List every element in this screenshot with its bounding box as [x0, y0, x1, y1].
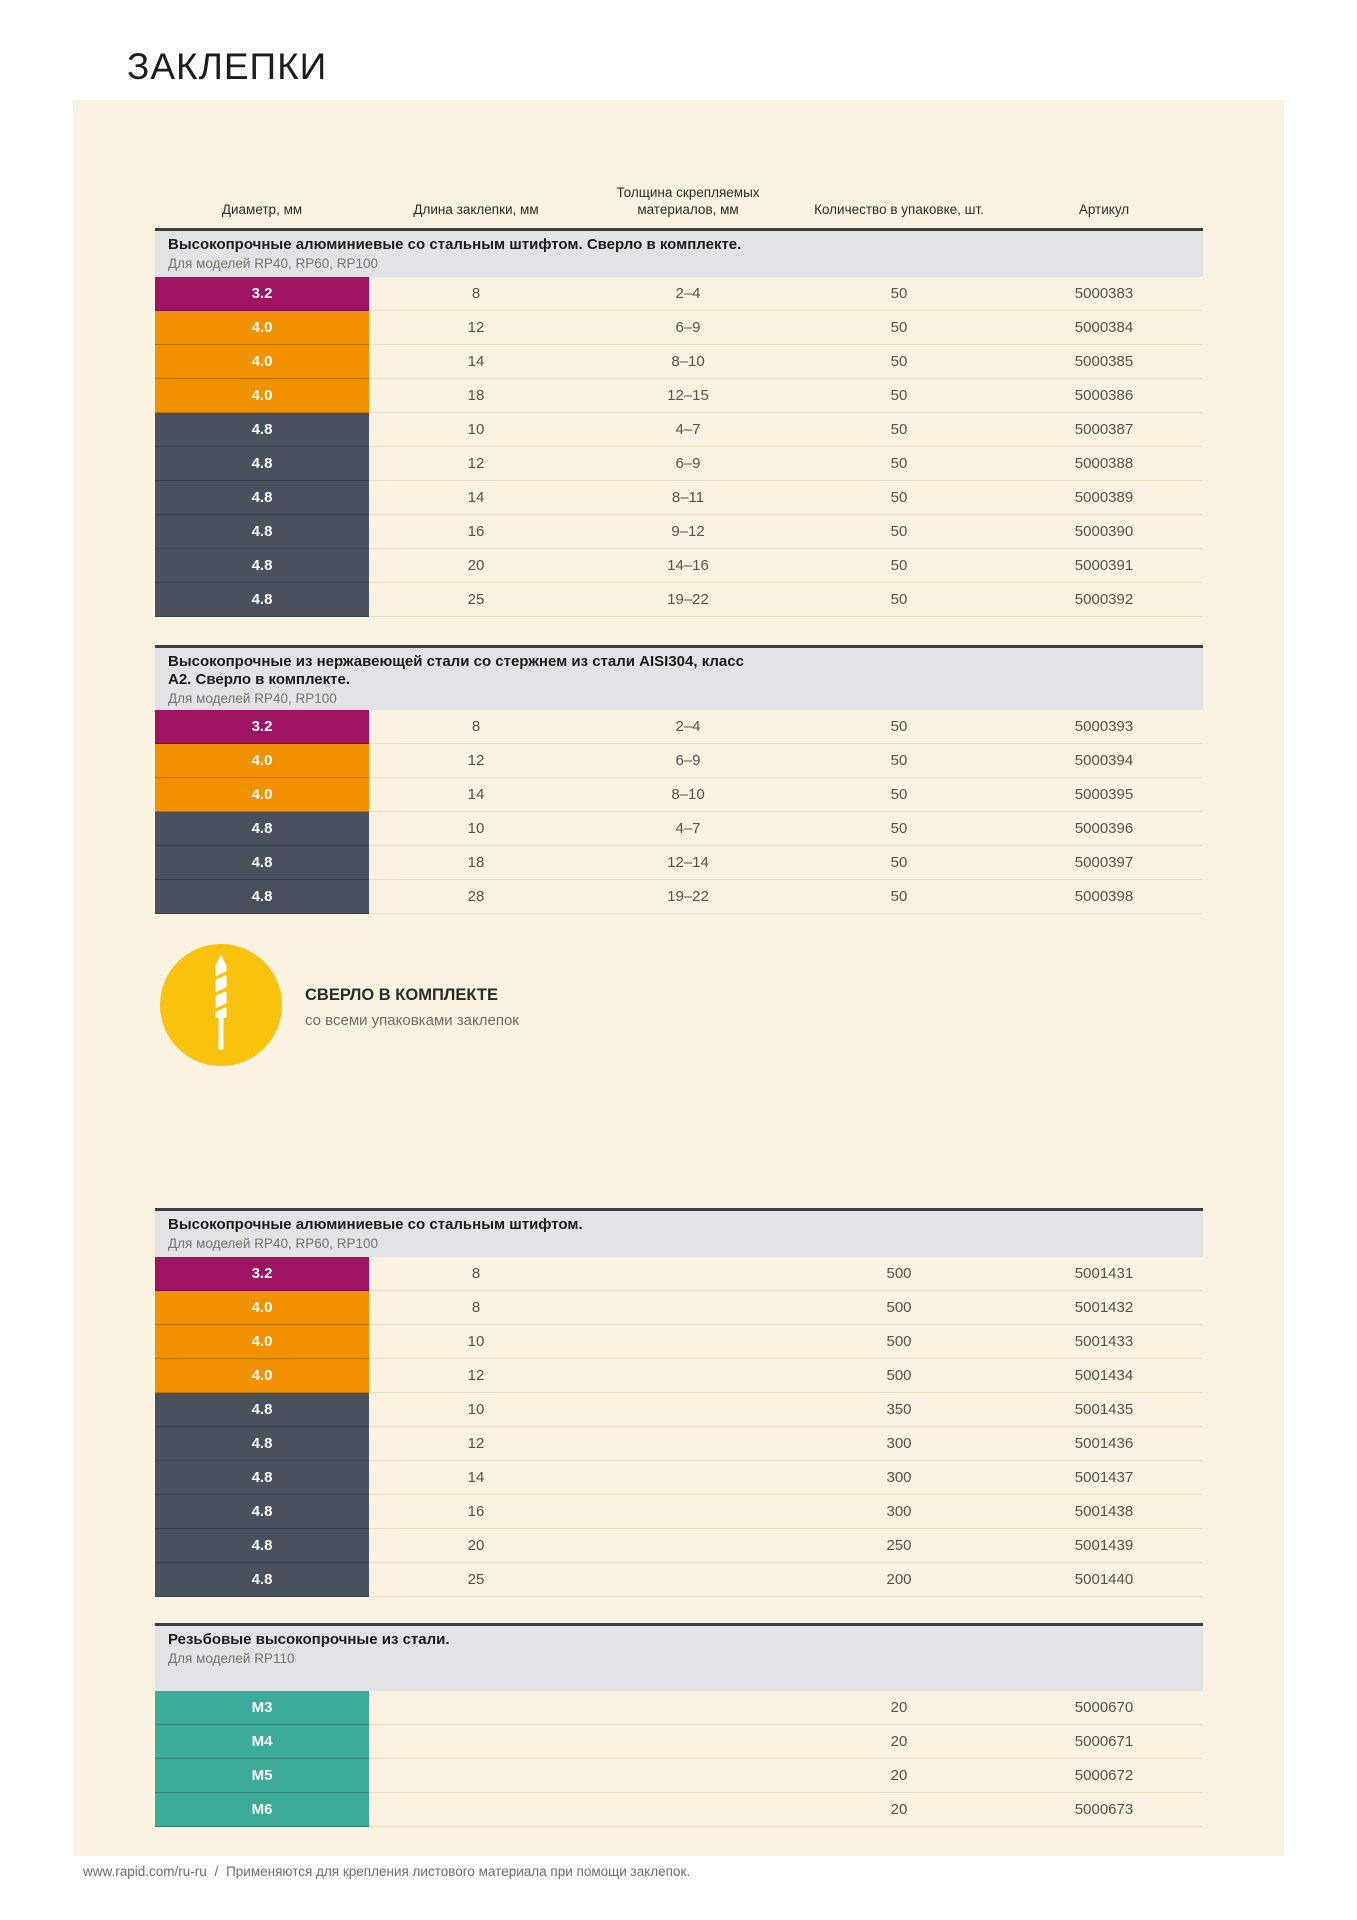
quantity-cell: 20: [793, 1793, 1005, 1827]
thickness-cell: [583, 1793, 793, 1827]
drill-badge-text: [305, 944, 519, 1066]
thickness-cell: [583, 1529, 793, 1563]
table-row: [155, 413, 1203, 447]
length-cell: [369, 1793, 583, 1827]
column-header-quantity: Количество в упаковке, шт.: [814, 201, 984, 217]
article-cell: 5000388: [1005, 447, 1203, 481]
length-cell: [369, 1759, 583, 1793]
table-row: [155, 1257, 1203, 1291]
quantity-cell: 50: [793, 413, 1005, 447]
thickness-cell: [583, 1725, 793, 1759]
quantity-cell: 500: [793, 1359, 1005, 1393]
article-cell: 5001439: [1005, 1529, 1203, 1563]
footer-url: www.rapid.com/ru-ru: [83, 1864, 207, 1879]
quantity-cell: 300: [793, 1461, 1005, 1495]
diameter-cell: 4.0: [155, 1325, 369, 1359]
diameter-cell: 3.2: [155, 710, 369, 744]
section-stainless-with-drill: [155, 645, 1203, 914]
diameter-cell: 4.8: [155, 846, 369, 880]
table-row: [155, 311, 1203, 345]
table-row: [155, 1359, 1203, 1393]
article-cell: 5001438: [1005, 1495, 1203, 1529]
thickness-cell: [583, 1325, 793, 1359]
length-cell: 8: [369, 277, 583, 311]
thickness-cell: 6–9: [583, 447, 793, 481]
diameter-cell: 4.8: [155, 880, 369, 914]
diameter-cell: 4.0: [155, 744, 369, 778]
table-row: [155, 778, 1203, 812]
length-cell: 20: [369, 1529, 583, 1563]
thickness-cell: [583, 1563, 793, 1597]
length-cell: 10: [369, 812, 583, 846]
diameter-cell: 4.0: [155, 379, 369, 413]
thickness-cell: 19–22: [583, 880, 793, 914]
length-cell: 18: [369, 379, 583, 413]
length-cell: 14: [369, 1461, 583, 1495]
article-cell: 5000397: [1005, 846, 1203, 880]
article-cell: 5000384: [1005, 311, 1203, 345]
article-cell: 5000392: [1005, 583, 1203, 617]
article-cell: 5000672: [1005, 1759, 1203, 1793]
section-threaded-steel: [155, 1623, 1203, 1827]
article-cell: 5000670: [1005, 1691, 1203, 1725]
diameter-cell: M5: [155, 1759, 369, 1793]
thickness-cell: [583, 1691, 793, 1725]
section-title: Высокопрочные алюминиевые со стальным штифтом.: [168, 1215, 583, 1233]
quantity-cell: 50: [793, 744, 1005, 778]
length-cell: 12: [369, 744, 583, 778]
table-row: [155, 345, 1203, 379]
column-header-thickness: Толщина скрепляемых материалов, мм: [616, 185, 760, 217]
thickness-cell: [583, 1759, 793, 1793]
section-rows: [155, 1691, 1203, 1827]
thickness-cell: 8–10: [583, 345, 793, 379]
page-title: ЗАКЛЕПКИ: [127, 46, 328, 87]
length-cell: 28: [369, 880, 583, 914]
section-models: Для моделей RP40, RP60, RP100: [168, 255, 379, 271]
thickness-cell: 6–9: [583, 744, 793, 778]
length-cell: 14: [369, 778, 583, 812]
diameter-cell: 4.0: [155, 778, 369, 812]
thickness-cell: 2–4: [583, 277, 793, 311]
table-row: [155, 710, 1203, 744]
diameter-cell: 4.0: [155, 311, 369, 345]
table-area: [155, 100, 1203, 1827]
article-cell: 5000387: [1005, 413, 1203, 447]
section-models: Для моделей RP40, RP60, RP100: [168, 1235, 379, 1251]
diameter-cell: 3.2: [155, 1257, 369, 1291]
table-row: [155, 1461, 1203, 1495]
length-cell: 16: [369, 515, 583, 549]
thickness-cell: 12–15: [583, 379, 793, 413]
length-cell: 8: [369, 1257, 583, 1291]
table-row: [155, 812, 1203, 846]
thickness-cell: 12–14: [583, 846, 793, 880]
catalog-panel: [73, 100, 1284, 1856]
length-cell: 10: [369, 1325, 583, 1359]
thickness-cell: [583, 1359, 793, 1393]
quantity-cell: 50: [793, 481, 1005, 515]
table-row: [155, 1691, 1203, 1725]
quantity-cell: 50: [793, 880, 1005, 914]
quantity-cell: 50: [793, 277, 1005, 311]
article-cell: 5000383: [1005, 277, 1203, 311]
diameter-cell: 4.8: [155, 481, 369, 515]
length-cell: 8: [369, 710, 583, 744]
quantity-cell: 50: [793, 345, 1005, 379]
length-cell: 20: [369, 549, 583, 583]
table-row: [155, 1793, 1203, 1827]
length-cell: 14: [369, 481, 583, 515]
diameter-cell: 4.0: [155, 1291, 369, 1325]
diameter-cell: M4: [155, 1725, 369, 1759]
length-cell: 12: [369, 311, 583, 345]
section-aluminium-no-drill: [155, 1208, 1203, 1597]
quantity-cell: 250: [793, 1529, 1005, 1563]
quantity-cell: 20: [793, 1759, 1005, 1793]
section-header: [155, 1626, 1203, 1691]
quantity-cell: 500: [793, 1257, 1005, 1291]
table-row: [155, 1725, 1203, 1759]
length-cell: [369, 1725, 583, 1759]
section-header: [155, 231, 1203, 277]
length-cell: 8: [369, 1291, 583, 1325]
table-row: [155, 1759, 1203, 1793]
diameter-cell: 4.8: [155, 1461, 369, 1495]
quantity-cell: 500: [793, 1291, 1005, 1325]
article-cell: 5000390: [1005, 515, 1203, 549]
diameter-cell: 4.8: [155, 583, 369, 617]
article-cell: 5001435: [1005, 1393, 1203, 1427]
table-row: [155, 846, 1203, 880]
quantity-cell: 50: [793, 812, 1005, 846]
table-row: [155, 1529, 1203, 1563]
article-cell: 5000671: [1005, 1725, 1203, 1759]
diameter-cell: 4.8: [155, 447, 369, 481]
article-cell: 5001436: [1005, 1427, 1203, 1461]
diameter-cell: 4.8: [155, 1393, 369, 1427]
article-cell: 5000673: [1005, 1793, 1203, 1827]
length-cell: 12: [369, 447, 583, 481]
article-cell: 5001432: [1005, 1291, 1203, 1325]
table-row: [155, 1393, 1203, 1427]
table-row: [155, 583, 1203, 617]
drill-bit-icon: [160, 944, 282, 1066]
thickness-cell: 4–7: [583, 812, 793, 846]
length-cell: 10: [369, 1393, 583, 1427]
article-cell: 5000395: [1005, 778, 1203, 812]
length-cell: 25: [369, 583, 583, 617]
diameter-cell: M6: [155, 1793, 369, 1827]
article-cell: 5000394: [1005, 744, 1203, 778]
quantity-cell: 50: [793, 515, 1005, 549]
quantity-cell: 300: [793, 1495, 1005, 1529]
thickness-cell: 4–7: [583, 413, 793, 447]
length-cell: 25: [369, 1563, 583, 1597]
thickness-cell: 8–10: [583, 778, 793, 812]
thickness-cell: 9–12: [583, 515, 793, 549]
diameter-cell: 4.8: [155, 1529, 369, 1563]
diameter-cell: 4.8: [155, 549, 369, 583]
quantity-cell: 50: [793, 710, 1005, 744]
table-row: [155, 1291, 1203, 1325]
diameter-cell: 4.0: [155, 1359, 369, 1393]
diameter-cell: M3: [155, 1691, 369, 1725]
section-models: Для моделей RP110: [168, 1650, 295, 1666]
section-title: Высокопрочные из нержавеющей стали со стержнем из стали AISI304, класс А2. Сверло в комплекте.: [168, 652, 744, 688]
diameter-cell: 4.8: [155, 413, 369, 447]
section-title: Резьбовые высокопрочные из стали.: [168, 1630, 450, 1648]
length-cell: 14: [369, 345, 583, 379]
article-cell: 5000396: [1005, 812, 1203, 846]
article-cell: 5001434: [1005, 1359, 1203, 1393]
thickness-cell: [583, 1257, 793, 1291]
article-cell: 5001440: [1005, 1563, 1203, 1597]
section-header: [155, 1211, 1203, 1257]
article-cell: 5000385: [1005, 345, 1203, 379]
thickness-cell: [583, 1461, 793, 1495]
table-row: [155, 1325, 1203, 1359]
quantity-cell: 50: [793, 379, 1005, 413]
table-row: [155, 880, 1203, 914]
column-header-length: Длина заклепки, мм: [413, 201, 539, 217]
quantity-cell: 350: [793, 1393, 1005, 1427]
column-header-diameter: Диаметр, мм: [221, 201, 303, 217]
section-header: [155, 648, 1203, 710]
article-cell: 5000391: [1005, 549, 1203, 583]
article-cell: 5001437: [1005, 1461, 1203, 1495]
diameter-cell: 3.2: [155, 277, 369, 311]
length-cell: [369, 1691, 583, 1725]
thickness-cell: 2–4: [583, 710, 793, 744]
quantity-cell: 200: [793, 1563, 1005, 1597]
length-cell: 16: [369, 1495, 583, 1529]
section-rows: [155, 710, 1203, 914]
table-row: [155, 1563, 1203, 1597]
table-row: [155, 481, 1203, 515]
section-aluminium-with-drill: [155, 228, 1203, 617]
quantity-cell: 50: [793, 583, 1005, 617]
article-cell: 5000393: [1005, 710, 1203, 744]
quantity-cell: 50: [793, 778, 1005, 812]
length-cell: 18: [369, 846, 583, 880]
column-headers: [155, 185, 1203, 228]
quantity-cell: 20: [793, 1691, 1005, 1725]
thickness-cell: 14–16: [583, 549, 793, 583]
footer-note: Применяются для крепления листового материала при помощи заклепок.: [226, 1864, 691, 1879]
diameter-cell: 4.8: [155, 515, 369, 549]
article-cell: 5000398: [1005, 880, 1203, 914]
thickness-cell: 8–11: [583, 481, 793, 515]
diameter-cell: 4.8: [155, 1563, 369, 1597]
length-cell: 12: [369, 1359, 583, 1393]
table-row: [155, 515, 1203, 549]
drill-badge-subtitle: со всеми упаковками заклепок: [305, 1011, 519, 1029]
table-row: [155, 1495, 1203, 1529]
drill-badge-title: СВЕРЛО В КОМПЛЕКТЕ: [305, 985, 498, 1004]
table-row: [155, 744, 1203, 778]
table-row: [155, 549, 1203, 583]
section-rows: [155, 277, 1203, 617]
table-row: [155, 1427, 1203, 1461]
table-row: [155, 277, 1203, 311]
table-row: [155, 447, 1203, 481]
quantity-cell: 20: [793, 1725, 1005, 1759]
article-cell: 5001431: [1005, 1257, 1203, 1291]
diameter-cell: 4.8: [155, 812, 369, 846]
table-row: [155, 379, 1203, 413]
diameter-cell: 4.0: [155, 345, 369, 379]
thickness-cell: [583, 1427, 793, 1461]
diameter-cell: 4.8: [155, 1427, 369, 1461]
drill-included-badge: [160, 944, 1203, 1066]
quantity-cell: 50: [793, 447, 1005, 481]
thickness-cell: [583, 1495, 793, 1529]
quantity-cell: 50: [793, 311, 1005, 345]
length-cell: 10: [369, 413, 583, 447]
section-rows: [155, 1257, 1203, 1597]
footer-separator: /: [214, 1864, 219, 1879]
quantity-cell: 300: [793, 1427, 1005, 1461]
diameter-cell: 4.8: [155, 1495, 369, 1529]
article-cell: 5000389: [1005, 481, 1203, 515]
thickness-cell: [583, 1393, 793, 1427]
quantity-cell: 500: [793, 1325, 1005, 1359]
page-footer: [83, 1864, 694, 1879]
section-title: Высокопрочные алюминиевые со стальным штифтом. Сверло в комплекте.: [168, 235, 742, 253]
article-cell: 5000386: [1005, 379, 1203, 413]
thickness-cell: [583, 1291, 793, 1325]
thickness-cell: 6–9: [583, 311, 793, 345]
quantity-cell: 50: [793, 846, 1005, 880]
length-cell: 12: [369, 1427, 583, 1461]
article-cell: 5001433: [1005, 1325, 1203, 1359]
thickness-cell: 19–22: [583, 583, 793, 617]
quantity-cell: 50: [793, 549, 1005, 583]
section-models: Для моделей RP40, RP100: [168, 690, 337, 706]
column-header-article: Артикул: [1078, 201, 1130, 217]
